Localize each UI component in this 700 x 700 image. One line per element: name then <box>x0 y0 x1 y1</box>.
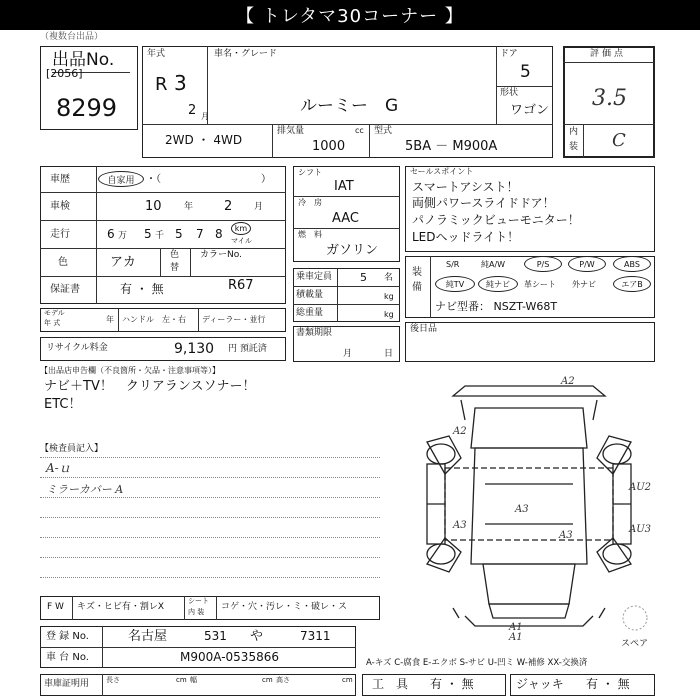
shift-value: IAT <box>334 179 354 194</box>
inspector-label: 【検査員記入】 <box>40 444 104 454</box>
equip-navi-oval <box>478 276 518 292</box>
displacement-label: 排気量 <box>277 126 305 136</box>
cert-width: 幅 <box>190 676 197 684</box>
doc-deadline-day: 日 <box>384 349 394 359</box>
lot-label: 出品No. <box>52 50 115 70</box>
equip-aw: 純A/W <box>481 260 506 269</box>
spare-tire-icon <box>623 606 647 630</box>
history-rest: ・（ ） <box>146 174 271 185</box>
mileage-d2: 7 <box>196 227 204 241</box>
equip-tv: 純TV <box>445 279 465 289</box>
diagram-mark-2: A2 <box>453 426 467 437</box>
cert-height: 高さ <box>276 676 290 684</box>
model-value: 5BA － M900A <box>405 139 498 154</box>
fw-items: キズ・ヒビ有・割レX <box>77 602 164 612</box>
mileage-d3: 8 <box>215 227 223 241</box>
load-label: 積載量 <box>296 290 324 300</box>
seat-items: コゲ・穴・汚レ・ミ・破レ・ス <box>221 602 348 612</box>
inspection-year: 10 <box>145 199 162 214</box>
car-damage-diagram <box>405 368 665 648</box>
model-year-label-1: モデル <box>44 309 65 317</box>
color-change-1: 色 <box>170 250 180 260</box>
color-no-label: カラーNo. <box>200 250 242 260</box>
recycle-value: 9,130 <box>174 341 215 357</box>
jack-value: 有 ・ 無 <box>586 677 630 691</box>
notes-line-1: ナビ＋TV！ クリアランスソナー！ <box>44 379 256 394</box>
notes-line-2: ETC！ <box>44 397 82 412</box>
year-label: 年式 <box>147 49 166 59</box>
inspector-line-2: ミラーカバー A <box>46 483 124 496</box>
jack-label: ジャッキ <box>516 677 564 691</box>
cert-cm-3: cm <box>342 676 353 684</box>
interior-label-2: 装 <box>569 142 579 152</box>
shift-label: シフト <box>298 168 322 177</box>
lot-prefix: [2056] <box>46 67 83 80</box>
chassis-value: M900A-0535866 <box>180 650 279 664</box>
equip-abs-oval <box>613 256 651 272</box>
equipment-label-1: 装 <box>412 267 422 278</box>
history-value: 自家用 <box>107 175 135 186</box>
ac-label: 冷 房 <box>298 198 322 207</box>
equipment-navi-model: ナビ型番： NSZT-W68T <box>435 300 558 313</box>
seat-label-1: シート <box>188 597 209 605</box>
diagram-mark-5: A3 <box>559 530 573 541</box>
cert-cm-1: cm <box>176 676 187 684</box>
warranty-label: 保証書 <box>50 284 80 295</box>
color-change-2: 替 <box>170 263 180 273</box>
mileage-km: km <box>234 224 248 233</box>
capacity-value: 5 <box>360 271 367 284</box>
equip-ps-oval <box>524 256 562 272</box>
mileage-man: 6 <box>107 227 115 241</box>
inspection-month-unit: 月 <box>254 202 264 212</box>
inspection-year-unit: 年 <box>184 202 194 212</box>
history-value-oval <box>98 171 144 187</box>
diagram-mark-8: AU2 <box>629 482 652 493</box>
doc-deadline-label: 書類期限 <box>296 328 333 338</box>
mileage-km-oval <box>231 222 251 235</box>
spare-label: スペア <box>621 639 649 648</box>
equip-pw: P/W <box>579 259 595 269</box>
reg-class: 531 <box>204 629 227 643</box>
equip-navi: 純ナビ <box>486 279 510 289</box>
inspector-line-1: A-ｕ <box>46 461 71 475</box>
tools-label: 工 具 <box>372 677 409 691</box>
model-year-label-2: 年 式 <box>44 319 61 327</box>
doc-deadline-month: 月 <box>343 349 353 359</box>
color-label: 色 <box>58 257 68 268</box>
shape-label: 形状 <box>500 88 519 98</box>
displacement-value: 1000 <box>312 139 346 154</box>
lot-number: 8299 <box>56 94 118 122</box>
mileage-sen-unit: 千 <box>155 231 165 241</box>
diagram-mark-7: A1 <box>509 632 523 643</box>
sales-point-3: パノラミックビューモニター！ <box>412 213 580 227</box>
sales-point-4: LEDヘッドライト！ <box>412 230 520 244</box>
color-value: アカ <box>110 255 136 270</box>
equip-airbag-oval <box>613 276 651 292</box>
year-month-unit: 月 <box>201 112 209 121</box>
retrofit-box <box>405 322 655 362</box>
damage-legend: A-キズ C-腐食 E-エクボ S-サビ U-凹ミ W-補修 XX-交換済 <box>366 658 588 668</box>
mileage-label: 走行 <box>50 229 70 240</box>
interior-value: C <box>612 130 626 151</box>
mileage-d1: 5 <box>175 227 183 241</box>
reg-num: 7311 <box>300 629 331 643</box>
capacity-label: 乗車定員 <box>296 272 333 282</box>
diagram-mark-1: A2 <box>561 376 575 387</box>
shape-value: ワゴン <box>510 103 550 118</box>
equip-pw-oval <box>568 256 606 272</box>
doors-value: 5 <box>520 62 531 82</box>
gross-unit: kg <box>384 310 394 319</box>
sales-points-label: セールスポイント <box>410 167 474 176</box>
inspection-label: 車検 <box>50 201 70 212</box>
car-name-label: 車名・グレード <box>214 49 278 59</box>
reg-label: 登 録 No. <box>46 631 89 642</box>
cert-length: 長さ <box>106 676 120 684</box>
capacity-unit: 名 <box>384 273 394 283</box>
equip-extnavi: 外ナビ <box>572 280 596 289</box>
sales-point-2: 両側パワースライドドア！ <box>412 196 555 210</box>
model-year-handle: ハンドル 左・右 <box>122 315 186 324</box>
recycle-unit: 円 預託済 <box>228 344 267 354</box>
equip-sr: S/R <box>446 260 460 269</box>
score-value: 3.5 <box>592 86 627 111</box>
year-era: R <box>155 74 168 95</box>
warranty-value: 有 ・ 無 <box>120 282 164 296</box>
equip-ps: P/S <box>536 259 550 269</box>
retrofit-label: 後日品 <box>410 324 438 334</box>
model-year-unit: 年 <box>106 315 114 324</box>
equip-abs: ABS <box>624 259 640 269</box>
score-label: 評価点 <box>590 49 627 59</box>
color-no-value: R67 <box>228 278 254 293</box>
year-value: 3 <box>174 71 187 95</box>
fw-label: F W <box>47 602 64 612</box>
sales-point-1: スマートアシスト！ <box>412 180 519 194</box>
interior-label-1: 内 <box>569 127 579 137</box>
fuel-label: 燃 料 <box>298 230 322 239</box>
diagram-mark-9: AU3 <box>629 524 652 535</box>
top-cut-text: （複数台出品） <box>40 32 104 42</box>
header-title: 【 トレタマ30コーナー 】 <box>0 0 700 30</box>
ac-value: AAC <box>332 211 359 226</box>
mileage-mile: マイル <box>231 237 252 245</box>
tools-value: 有 ・ 無 <box>430 677 474 691</box>
cert-cm-2: cm <box>262 676 273 684</box>
equipment-label-2: 備 <box>412 282 422 293</box>
car-name-value: ルーミー G <box>300 96 399 116</box>
recycle-label: リサイクル料金 <box>46 343 108 353</box>
doors-label: ドア <box>500 49 518 59</box>
equip-tv-oval <box>435 276 475 292</box>
reg-city: 名古屋 <box>128 629 168 644</box>
gross-label: 総重量 <box>296 308 324 318</box>
mileage-man-unit: 万 <box>118 231 128 241</box>
history-label: 車歴 <box>50 174 70 185</box>
notes-label: 【出品店申告欄（不良箇所・欠品・注意事項等）】 <box>40 366 220 375</box>
model-label: 型式 <box>374 126 393 136</box>
displacement-unit: cc <box>355 126 364 135</box>
model-year-dealer: ディーラー・並行 <box>202 315 266 324</box>
load-unit: kg <box>384 292 394 301</box>
chassis-label: 車 台 No. <box>46 652 89 663</box>
drive-value: 2WD ・ 4WD <box>165 133 243 147</box>
year-month: 2 <box>188 103 197 118</box>
fuel-value: ガソリン <box>326 243 379 258</box>
mileage-sen: 5 <box>144 227 152 241</box>
reg-kana: や <box>250 629 264 644</box>
diagram-mark-6: A1 <box>509 622 523 633</box>
seat-label-2: 内 装 <box>188 608 205 616</box>
diagram-mark-3: A3 <box>515 504 529 515</box>
cert-label: 車庫証明用 <box>44 679 90 689</box>
diagram-mark-4: A3 <box>453 520 467 531</box>
inspection-month: 2 <box>224 199 233 214</box>
equip-leather: 革シート <box>524 280 556 289</box>
equip-airbag: エアB <box>621 279 643 289</box>
